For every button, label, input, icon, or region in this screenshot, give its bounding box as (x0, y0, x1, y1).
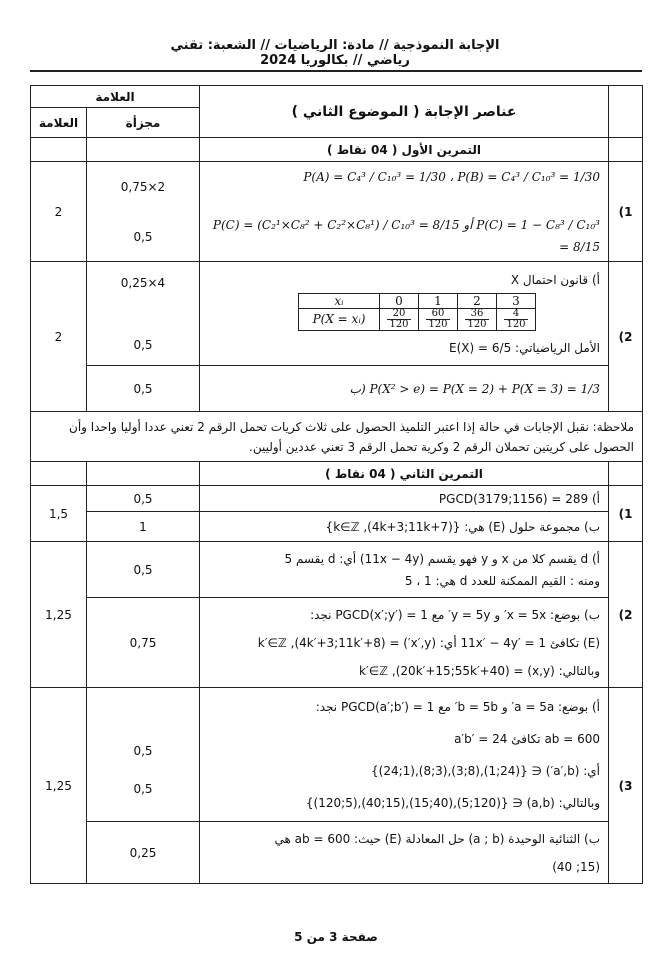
ex1-q1-partials (87, 162, 200, 262)
ex1-q2-partials-a (87, 262, 200, 366)
ex1-title: التمرين الأول ( 04 نقاط ) (200, 138, 609, 162)
ex1-q1-line1: P(A) = C₄³ / C₁₀³ = 1/30 ، P(B) = C₄³ / C₁₀³ = 1/30 (303, 169, 600, 184)
ex2-q3-partials-a (87, 688, 200, 822)
dist-header-p: P(X = xᵢ) (299, 308, 380, 330)
ex1-q1-content (200, 162, 609, 262)
ex2-q3-a2: ab = 600 تكافئ a′b′ = 24 (454, 731, 600, 746)
header-divider (30, 70, 642, 72)
partial-header: مجزأة (87, 108, 200, 138)
note-row (31, 412, 643, 462)
total-header: العلامة (31, 108, 87, 138)
dist-p-0: $\frac{20}{120}$ (380, 308, 419, 330)
ex2-q3-number: (3 (609, 688, 643, 884)
ex2-q1-p1: 0,5 (87, 486, 200, 512)
ex2-q1-b: ب) مجموعة حلول (E) هي: {(4k+3;11k+7), k∈ℤ} (200, 512, 609, 542)
ex2-q2-b (200, 598, 609, 688)
page-number: صفحة 3 من 5 (294, 930, 378, 944)
ex1-q2-b-line: ب) P(X² > e) = P(X = 2) + P(X = 3) = 1/3 (200, 366, 609, 412)
ex1-q2-total: 2 (31, 262, 87, 412)
ex2-q2-row-b (31, 598, 643, 688)
ex2-q2-a1: أ) d يقسم كلا من x و y فهو يقسم (11x − 4y) أي: d يقسم 5 (284, 551, 600, 566)
ex1-q1-line2: P(C) = (C₂¹×C₈² + C₂²×C₈¹) / C₁₀³ = 8/15 أو P(C) = 1 − C₈³ / C₁₀³ = 8/15 (212, 217, 600, 254)
ex2-q3-total: 1,25 (31, 688, 87, 884)
num-header (609, 86, 643, 138)
ex1-q2-p1: 0,25×4 (120, 275, 166, 290)
ex2-q3-a (200, 688, 609, 822)
ex2-q3-row-b (31, 822, 643, 884)
ex2-q1-row-a (31, 486, 643, 512)
ex2-q3-a3: أي: (a′,b′) ∈ {(1;24),(3;8),(8;3),(24;1)} (370, 763, 600, 778)
dist-p-2: $\frac{36}{120}$ (458, 308, 497, 330)
ex2-q3-b2: (15; 40) (552, 859, 600, 874)
dist-row-p (299, 308, 536, 330)
ex1-q1-row (31, 162, 643, 262)
ex1-q1-number: (1 (609, 162, 643, 262)
dist-x-0: 0 (380, 293, 419, 308)
ex1-q2-p3: 0,5 (87, 366, 200, 412)
elements-header: عناصر الإجابة ( الموضوع الثاني ) (200, 86, 609, 138)
dist-x-2: 2 (458, 293, 497, 308)
ex1-q2-expectation: الأمل الرياضياتي: E(X) = 6/5 (449, 340, 600, 355)
ex1-q2-p2: 0,5 (133, 337, 153, 352)
ex2-q3-a4: وبالتالي: (a,b) ∈ {(5;120),(15;40),(40;15),(120;5)} (305, 795, 600, 810)
dist-p-3: $\frac{4}{120}$ (497, 308, 536, 330)
ex2-q2-b2: (E) تكافئ 11x′ − 4y′ = 1 أي: (x′,y′) = (4k′+3;11k′+8), k′∈ℤ (257, 635, 600, 650)
ex1-q2-content-a (200, 262, 609, 366)
ex1-q1-p1: 0,75×2 (120, 179, 166, 194)
dist-row-x (299, 293, 536, 308)
ex2-q1-number: (1 (609, 486, 643, 542)
answer-table (30, 85, 643, 884)
ex2-title-row (31, 462, 643, 486)
ex2-q3-p2: 0,5 (133, 781, 153, 796)
dist-x-1: 1 (419, 293, 458, 308)
ex1-q2-law-label: أ) قانون احتمال X (510, 272, 600, 287)
ex2-q2-a (200, 542, 609, 598)
note-text: ملاحظة: نقبل الإجابات في حالة إذا اعتبر التلميذ الحصول على ثلاث كريات تحمل الرقم 2 تعني عددا أوليا واحدا وأن الحصول على كريتين تحملان الرقم 2 وكرية تحمل الرقم 3 تعني عددين أوليين. (31, 412, 643, 462)
ex2-q3-b1: ب) الثنائية الوحيدة (a ; b) حل المعادلة (E) حيث: ab = 600 هي (274, 831, 600, 846)
ex2-q2-row-a (31, 542, 643, 598)
ex2-q2-b1: ب) بوضع: x = 5x′ و y = 5y′ مع PGCD(x′;y′) = 1 نجد: (310, 607, 600, 622)
ex2-q2-total: 1,25 (31, 542, 87, 688)
ex2-title: التمرين الثاني ( 04 نقاط ) (200, 462, 609, 486)
dist-header-x: xᵢ (299, 293, 380, 308)
ex2-q3-row-a (31, 688, 643, 822)
ex2-q2-p1: 0,5 (87, 542, 200, 598)
ex1-q2-row-a (31, 262, 643, 366)
ex1-q2-row-b (31, 366, 643, 412)
ex2-q1-total: 1,5 (31, 486, 87, 542)
dist-p-1: $\frac{60}{120}$ (419, 308, 458, 330)
ex1-q2-number: (2 (609, 262, 643, 412)
ex2-q1-a: أ) PGCD(3179;1156) = 289 (200, 486, 609, 512)
ex1-q1-p2: 0,5 (133, 229, 153, 244)
ex2-q2-a2: ومنه : القيم الممكنة للعدد d هي: 1 ، 5 (404, 573, 600, 588)
ex2-q3-b (200, 822, 609, 884)
ex1-q1-total: 2 (31, 162, 87, 262)
ex2-q3-p1: 0,5 (133, 743, 153, 758)
ex2-q2-number: (2 (609, 542, 643, 688)
ex2-q2-b3: وبالتالي: (x,y) = (20k′+15;55k′+40), k′∈ℤ (359, 663, 600, 678)
grade-header: العلامة (31, 86, 200, 108)
ex2-q3-p3: 0,25 (87, 822, 200, 884)
probability-law-table (298, 293, 536, 331)
ex1-title-row (31, 138, 643, 162)
dist-x-3: 3 (497, 293, 536, 308)
ex2-q1-p2: 1 (87, 512, 200, 542)
header-row-1 (31, 86, 643, 108)
ex2-q1-row-b (31, 512, 643, 542)
ex2-q3-a1: أ) بوضع: a = 5a′ و b = 5b′ مع PGCD(a′;b′) = 1 نجد: (315, 699, 600, 714)
page-header: الإجابة النموذجية // مادة: الرياضيات // الشعبة: تقني رياضي // بكالوريا 2024 (170, 38, 500, 68)
ex2-q2-p2: 0,75 (87, 598, 200, 688)
